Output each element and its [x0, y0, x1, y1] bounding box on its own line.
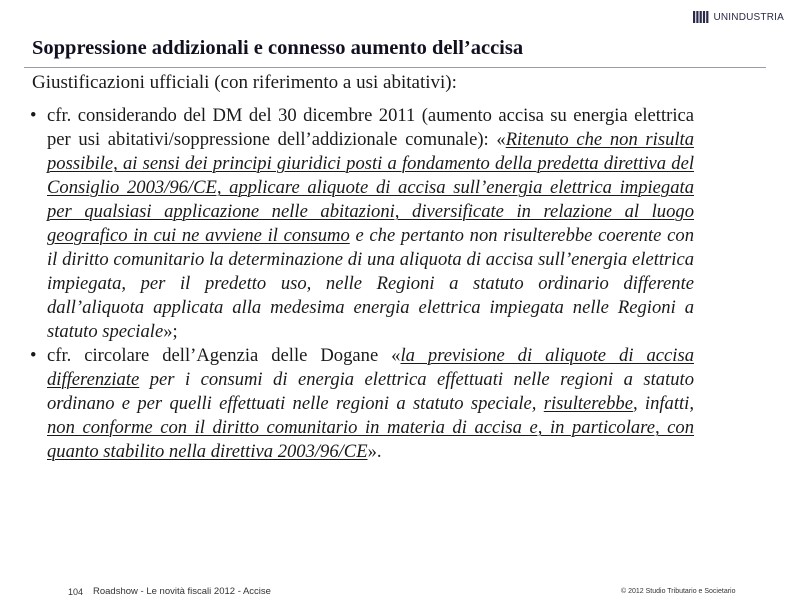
bullet-text-intro: cfr. circolare dell’Agenzia delle Dogane «	[47, 345, 401, 366]
bullet-item-circolare	[30, 344, 694, 464]
quoted-text: e che pertanto non risulterebbe coerente con il diritto comunitario la determinazione di una aliquota di accisa sull’energia elettrica impiegata, per il predetto uso, nelle Regioni a statuto ordinario differente dall’aliquota applicata alla medesima energia elettrica impiegata nelle Regioni a statuto speciale	[47, 225, 694, 342]
quote-close: »;	[163, 321, 178, 342]
bullet-list	[30, 104, 694, 464]
quoted-text-underlined: non conforme con il diritto comunitario in materia di accisa e, in particolare, con quanto stabilito nella direttiva 2003/96/CE	[47, 417, 694, 462]
bullet-marker: •	[30, 345, 37, 366]
unindustria-logo	[693, 10, 784, 24]
slide-title: Soppressione addizionali e connesso aumento dell’accisa	[32, 37, 524, 59]
footer-text: Roadshow - Le novità fiscali 2012 - Accise	[93, 586, 271, 597]
footer	[0, 584, 792, 600]
quote-close: ».	[367, 441, 382, 462]
bullet-marker: •	[30, 105, 37, 126]
quoted-text-underlined: la previsione di aliquote di accisa differenziate	[47, 345, 694, 390]
quoted-text-underlined: risulterebbe	[543, 393, 633, 414]
quoted-text: per i consumi di energia elettrica effettuati nelle regioni a statuto ordinano e per quelli effettuati nelle regioni a statuto speciale,	[47, 369, 694, 414]
page-number: 104	[68, 587, 84, 597]
quoted-text: , infatti,	[632, 393, 694, 414]
quoted-text-underlined: Ritenuto che non risulta possibile, ai sensi dei principi giuridici posti a fondamento della predetta direttiva del Consiglio 2003/96/CE, applicare aliquote di accisa sull’energia elettrica impiegata per qualsiasi applicazione nelle abitazioni, diversificate in relazione al luogo geografico in cui ne avviene il consumo	[47, 129, 694, 246]
copyright-text: © 2012 Studio Tributario e Societario	[621, 588, 736, 595]
logo-mark-icon	[693, 10, 709, 24]
bullet-text-intro: cfr. considerando del DM del 30 dicembre 2011 (aumento accisa su energia elettrica per usi abitativi/soppressione dell’addizionale comunale): «	[47, 105, 694, 150]
bullet-item-dm	[30, 104, 694, 344]
title-divider	[24, 67, 766, 68]
logo-text: UNINDUSTRIA	[713, 11, 784, 23]
slide-subtitle: Giustificazioni ufficiali (con riferimento a usi abitativi):	[32, 72, 457, 93]
